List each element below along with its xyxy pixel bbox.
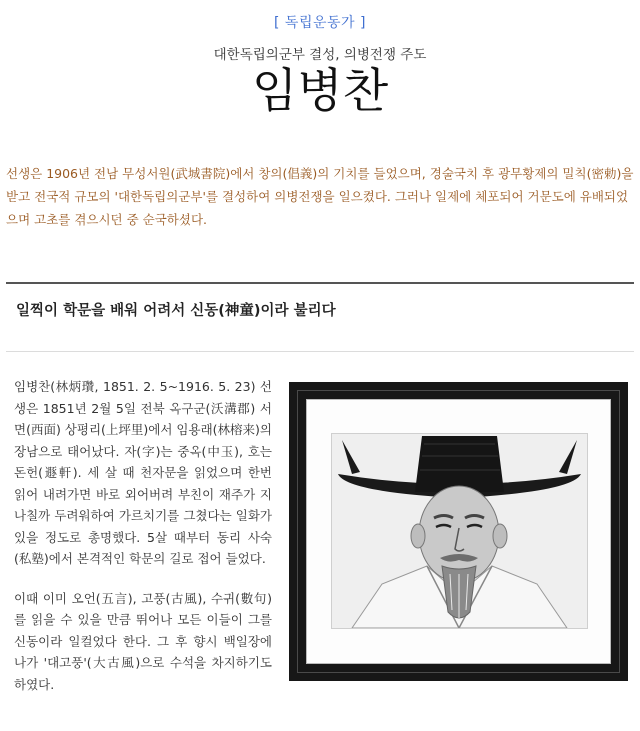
body-paragraph-2: 이때 이미 오언(五言), 고풍(古風), 수귀(數句)를 읽을 수 있을 만큼 뛰어나 모든 이들이 그를 신동이라 일컬었다 한다. 그 후 향시 백일장에 나가 '대고풍'(大古風)으로 수석을 차지하기도 하였다. xyxy=(14,590,272,692)
section-title: 일찍이 학문을 배워 어려서 신동(神童)이라 불리다 xyxy=(16,303,336,319)
section-rule xyxy=(6,351,634,352)
page-subtitle: 대한독립의군부 결성, 의병전쟁 주도 xyxy=(213,47,427,63)
portrait-photo xyxy=(331,433,588,629)
portrait-mat xyxy=(306,399,611,664)
portrait-illustration xyxy=(332,434,587,628)
section-divider xyxy=(6,282,634,284)
page-title: 임병찬 xyxy=(251,64,389,119)
body-paragraph-1: 임병찬(林炳瓚, 1851. 2. 5~1916. 5. 23) 선생은 1851년 2월 5일 전북 옥구군(沃溝郡) 서면(西面) 상평리(上坪里)에서 임용래(林榕来)의 장남으로 태어났다. 자(字)는 중옥(中玉), 호는 돈헌(遯軒). 세 살 때 천자문을 읽었으며 한번 읽어 내려가면 바로 외어버려 부친이 재주가 지나칠까 두려워하여 가르치기를 그쳤다는 일화가 있을 정도로 총명했다. 5살 때부터 동리 사숙(私塾)에서 본격적인 학문의 길로 접어 들었다. xyxy=(14,379,272,566)
portrait-frame xyxy=(289,382,628,681)
summary-paragraph: 선생은 1906년 전남 무성서원(武城書院)에서 창의(倡義)의 기치를 들었으며, 경술국치 후 광무황제의 밀칙(密勅)을 받고 전국적 규모의 '대한독립의군부'를 결성하여 의병전쟁을 일으켰다. 그러나 일제에 체포되어 거문도에 유배되었으며 고초를 겪으시던 중 순국하셨다. xyxy=(6,166,634,227)
body-text xyxy=(14,376,272,713)
category-label: [ 독립운동가 ] xyxy=(274,15,366,31)
